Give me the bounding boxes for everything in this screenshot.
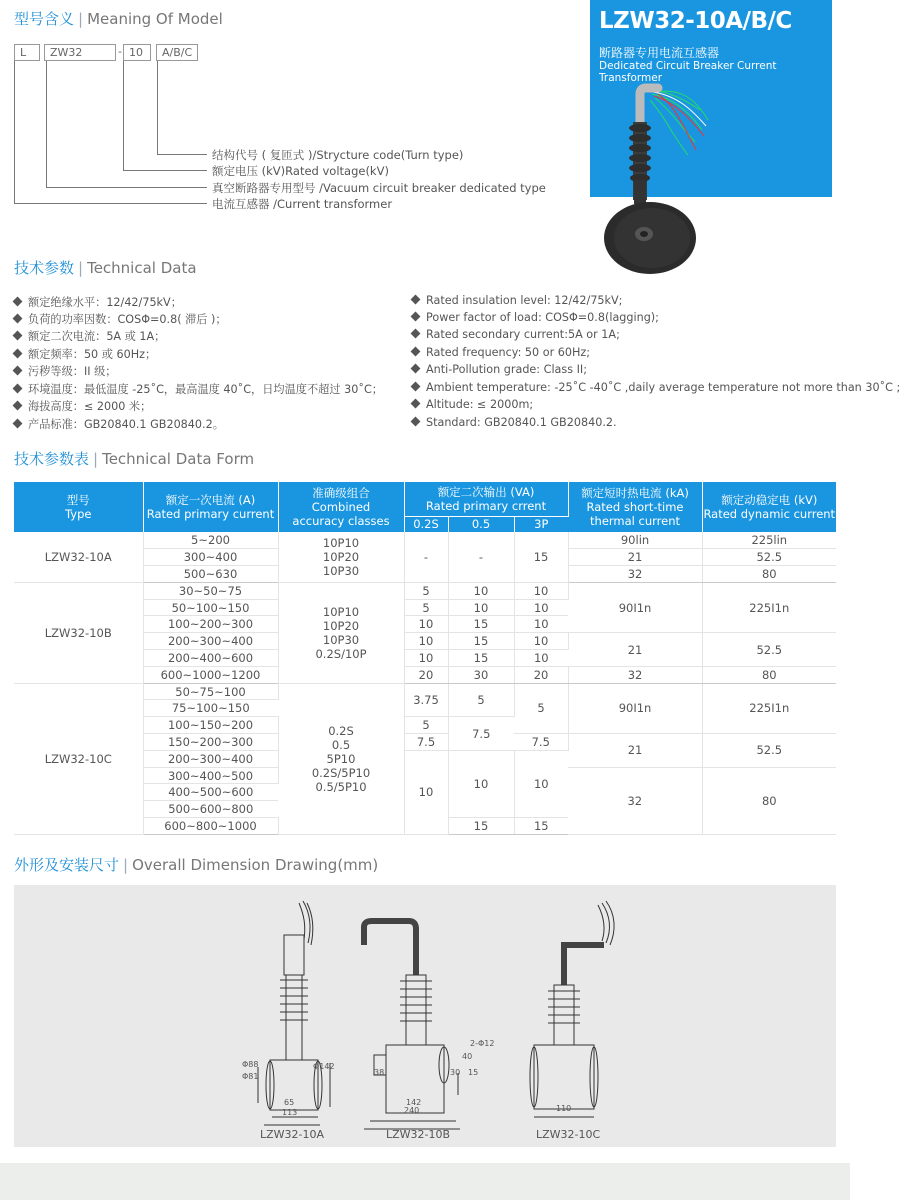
dim-label: 142 [406, 1098, 422, 1107]
primary-cell: 600~800~1000 [143, 818, 278, 835]
type-cell: LZW32-10B [14, 582, 143, 683]
dim-label: Φ142 [313, 1062, 335, 1071]
s05-cell: 10 [448, 750, 514, 817]
connector [123, 61, 124, 170]
primary-cell: 500~630 [143, 566, 278, 583]
tech-en-item: Rated secondary current:5A or 1A; [412, 328, 620, 341]
s05-cell: - [448, 532, 514, 582]
dynamic-cell: 225I1n [702, 683, 836, 733]
model-label-vacuum: 真空断路器专用型号 /Vacuum circuit breaker dedicated type [212, 181, 546, 195]
connector [14, 203, 207, 204]
dim-label: 110 [556, 1104, 572, 1113]
tech-cn-item: 额定二次电流：5A 或 1A； [14, 328, 165, 344]
primary-cell: 200~300~400 [143, 750, 278, 767]
thermal-cell: 21 [568, 633, 702, 667]
s02-cell: 10 [404, 750, 448, 834]
col-header-thermal: 额定短时热电流 (kA) Rated short-time thermal current [568, 482, 702, 532]
type-cell: LZW32-10C [14, 683, 143, 834]
s05-cell: 5 [448, 683, 514, 717]
thermal-cell: 21 [568, 734, 702, 768]
tech-en-item: Ambient temperature: -25˚C -40˚C ,daily average temperature not more than 30˚C ; [412, 381, 900, 394]
code-box-zw32: ZW32 [44, 44, 116, 61]
col-header-05: 0.5 [448, 516, 514, 532]
type-cell: LZW32-10A [14, 532, 143, 582]
dimension-drawings [14, 885, 836, 1147]
primary-cell: 75~100~150 [143, 700, 278, 717]
primary-cell: 300~400 [143, 549, 278, 566]
s3p-cell: 7.5 [514, 734, 568, 751]
thermal-cell: 32 [568, 666, 702, 683]
footer-band [0, 1163, 850, 1200]
col-header-secondary: 额定二次输出 (VA) Rated primary crrent [404, 482, 568, 516]
s05-cell: 15 [448, 818, 514, 835]
product-subtitle-en: Dedicated Circuit Breaker Current Transformer [599, 60, 777, 84]
s3p-cell: 15 [514, 818, 568, 835]
col-header-primary: 额定一次电流 (A) Rated primary current [143, 482, 278, 532]
tech-en-item: Power factor of load: COSΦ=0.8(lagging); [412, 311, 659, 324]
dynamic-cell: 225I1n [702, 582, 836, 632]
s3p-cell: 5 [514, 683, 568, 733]
s05-cell: 7.5 [448, 717, 514, 751]
drawing-label-a: LZW32-10A [260, 1128, 325, 1141]
primary-cell: 100~150~200 [143, 717, 278, 734]
s02-cell: 7.5 [404, 734, 448, 751]
s05-cell: 15 [448, 650, 514, 667]
connector [46, 61, 47, 187]
drawing-label-b: LZW32-10B [386, 1128, 451, 1141]
tech-cn-item: 额定绝缘水平：12/42/75kV； [14, 294, 182, 310]
current-transformer-photo [600, 80, 730, 276]
primary-cell: 600~1000~1200 [143, 666, 278, 683]
primary-cell: 500~600~800 [143, 801, 278, 818]
col-header-accuracy: 准确级组合 Combined accuracy classes [278, 482, 404, 532]
tech-en-item: Rated frequency: 50 or 60Hz; [412, 346, 590, 359]
s05-cell: 15 [448, 633, 514, 650]
col-header-dynamic: 额定动稳定电 (kV) Rated dynamic current [702, 482, 836, 532]
col-header-3p: 3P [514, 516, 568, 532]
table-row [14, 582, 836, 599]
primary-cell: 5~200 [143, 532, 278, 549]
product-title: LZW32-10A/B/C [599, 8, 792, 34]
table-row [14, 532, 836, 549]
drawing-lzw32-10a [258, 901, 330, 1125]
thermal-cell: 32 [568, 767, 702, 834]
s02-cell: 10 [404, 650, 448, 667]
dynamic-cell: 80 [702, 767, 836, 834]
s3p-cell: 10 [514, 582, 568, 599]
s3p-cell: 10 [514, 650, 568, 667]
s02-cell: 5 [404, 717, 448, 734]
connector [157, 154, 207, 155]
dim-label: 113 [282, 1108, 298, 1117]
heading-tech: 技术参数 | Technical Data [14, 259, 197, 277]
primary-cell: 200~400~600 [143, 650, 278, 667]
primary-cell: 300~400~500 [143, 767, 278, 784]
s02-cell: 5 [404, 599, 448, 616]
accuracy-cell: 10P10 10P20 10P30 0.2S/10P [278, 582, 404, 683]
dynamic-cell: 52.5 [702, 549, 836, 566]
s05-cell: 15 [448, 616, 514, 633]
connector [157, 61, 158, 154]
col-header-02s: 0.2S [404, 516, 448, 532]
s3p-cell: 20 [514, 666, 568, 683]
s02-cell: 3.75 [404, 683, 448, 717]
connector [123, 170, 207, 171]
thermal-cell: 21 [568, 549, 702, 566]
s05-cell: 30 [448, 666, 514, 683]
primary-cell: 30~50~75 [143, 582, 278, 599]
model-label-voltage: 额定电压 (kV)Rated voltage(kV) [212, 164, 389, 178]
connector [14, 61, 15, 203]
technical-data-table [14, 482, 836, 835]
dynamic-cell: 52.5 [702, 633, 836, 667]
s05-cell: 10 [448, 599, 514, 616]
thermal-cell: 90I1n [568, 582, 702, 632]
product-subtitle-cn: 断路器专用电流互感器 [599, 46, 720, 60]
dynamic-cell: 52.5 [702, 734, 836, 768]
accuracy-cell: 0.2S 0.5 5P10 0.2S/5P10 0.5/5P10 [278, 683, 404, 834]
tech-cn-item: 产品标准：GB20840.1 GB20840.2。 [14, 416, 224, 432]
dim-label: 40 [462, 1052, 473, 1061]
tech-cn-item: 污秽等级：II 级； [14, 363, 116, 379]
s02-cell: - [404, 532, 448, 582]
dim-label: 38 [374, 1068, 385, 1077]
model-label-ct: 电流互感器 /Current transformer [212, 197, 393, 211]
dim-label: Φ81 [242, 1072, 259, 1081]
dynamic-cell: 225lin [702, 532, 836, 549]
dim-label: 65 [284, 1098, 295, 1107]
thermal-cell: 90lin [568, 532, 702, 549]
tech-cn-item: 环境温度：最低温度 -25˚C，最高温度 40˚C，日均温度不超过 30˚C； [14, 381, 383, 397]
heading-drawing: 外形及安装尺寸 | Overall Dimension Drawing(mm) [14, 856, 379, 874]
drawing-lzw32-10c [530, 901, 614, 1117]
model-label-structure: 结构代号 ( 复匝式 )/Strycture code(Turn type) [212, 148, 464, 162]
s02-cell: 10 [404, 616, 448, 633]
primary-cell: 50~100~150 [143, 599, 278, 616]
s3p-cell: 10 [514, 750, 568, 817]
primary-cell: 150~200~300 [143, 734, 278, 751]
tech-en-item: Standard: GB20840.1 GB20840.2. [412, 416, 617, 429]
dim-label: Φ88 [242, 1060, 259, 1069]
thermal-cell: 90I1n [568, 683, 702, 733]
code-box-10: 10 [123, 44, 151, 61]
tech-cn-item: 海拔高度：≤ 2000 米； [14, 398, 151, 414]
tech-cn-item: 额定频率：50 或 60Hz； [14, 346, 156, 362]
s3p-cell: 10 [514, 633, 568, 650]
primary-cell: 200~300~400 [143, 633, 278, 650]
s02-cell: 5 [404, 582, 448, 599]
accuracy-cell: 10P10 10P20 10P30 [278, 532, 404, 582]
drawing-label-c: LZW32-10C [536, 1128, 601, 1141]
table-row [14, 683, 836, 700]
primary-cell: 100~200~300 [143, 616, 278, 633]
code-box-abc: A/B/C [156, 44, 198, 61]
s3p-cell: 10 [514, 616, 568, 633]
code-dash: - [118, 45, 122, 58]
col-header-type: 型号 Type [14, 482, 143, 532]
tech-en-item: Anti-Pollution grade: Class II; [412, 363, 587, 376]
heading-meaning: 型号含义 | Meaning Of Model [14, 10, 223, 28]
dynamic-cell: 80 [702, 566, 836, 583]
s05-cell: 10 [448, 582, 514, 599]
s02-cell: 10 [404, 633, 448, 650]
dim-label: 240 [404, 1106, 420, 1115]
primary-cell: 400~500~600 [143, 784, 278, 801]
connector [46, 187, 207, 188]
primary-cell: 50~75~100 [143, 683, 278, 700]
s3p-cell: 15 [514, 532, 568, 582]
tech-cn-item: 负荷的功率因数：COSΦ=0.8( 滞后 )； [14, 311, 227, 327]
s02-cell: 20 [404, 666, 448, 683]
dim-label: 30 [450, 1068, 461, 1077]
code-box-l: L [14, 44, 40, 61]
s3p-cell: 10 [514, 599, 568, 616]
dim-label: 15 [468, 1068, 479, 1077]
dim-label: 2-Φ12 [470, 1039, 495, 1048]
thermal-cell: 32 [568, 566, 702, 583]
tech-en-item: Rated insulation level: 12/42/75kV; [412, 294, 622, 307]
dynamic-cell: 80 [702, 666, 836, 683]
tech-en-item: Altitude: ≤ 2000m; [412, 398, 533, 411]
heading-form: 技术参数表 | Technical Data Form [14, 450, 255, 468]
